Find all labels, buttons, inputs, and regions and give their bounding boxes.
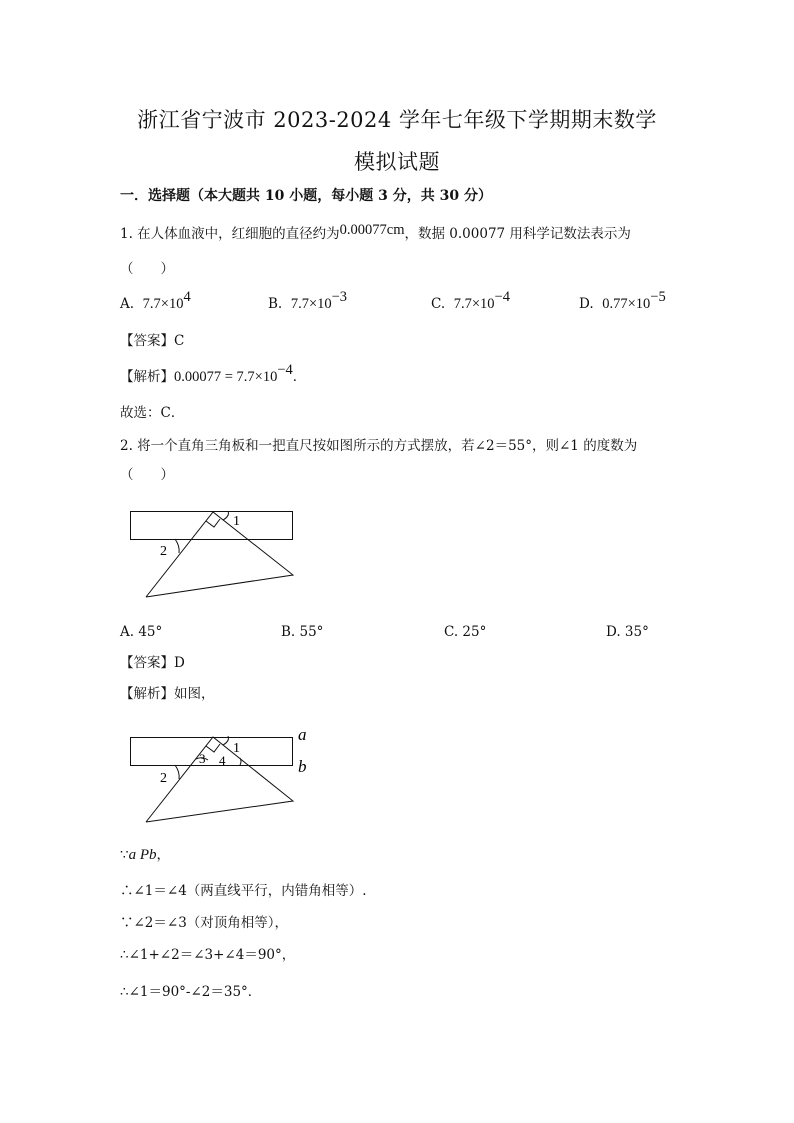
q2-figure-1 [120,500,310,605]
angle-4-label: 4 [219,753,226,768]
q2-step-4: ∴∠1+∠2＝∠3+∠4＝90°， [120,947,296,963]
q1-stem-math: 0.00077cm [339,222,405,238]
q2-paren: （ ） [120,467,174,483]
angle-2-label: 2 [160,544,167,559]
option-mantissa: 7.7×10 [142,296,184,312]
q2-option-b[interactable]: B. 55° [281,624,324,640]
q1-option-b[interactable] [268,289,348,313]
option-letter: D. [579,296,594,312]
line-a-label: a [298,725,307,744]
option-letter: A. [120,296,135,312]
q2-option-d[interactable]: D. 35° [606,624,649,640]
q1-stem-text-a: 1. 在人体血液中，红细胞的直径约为 [120,226,340,242]
q2-step-1 [120,846,170,864]
section-heading: 一．选择题（本大题共 10 小题，每小题 3 分，共 30 分） [120,188,492,204]
q1-conclusion: 故选：C． [120,405,185,421]
q2-option-c[interactable]: C. 25° [444,624,487,640]
option-mantissa: 7.7×10 [290,296,332,312]
analysis-end: ． [292,369,307,385]
option-exponent: 4 [183,289,191,305]
angle-3-label: 3 [199,751,206,766]
option-mantissa: 0.77×10 [602,296,651,312]
option-exponent: −5 [650,289,666,305]
q1-analysis [120,362,307,386]
q1-answer: 【答案】C [120,333,185,349]
right-angle-mark [206,744,220,752]
option-letter: C. [431,296,446,312]
angle-2-arc [175,539,179,553]
q1-stem [120,222,631,243]
angle-1-label: 1 [233,514,240,529]
line-b-label: b [298,757,307,776]
step-end: ， [156,847,171,863]
q1-option-a[interactable] [120,289,191,313]
q1-stem-text-b: ，数据 0.00077 用科学记数法表示为 [404,226,631,242]
title-line-1: 浙江省宁波市 2023-2024 学年七年级下学期期末数学 [137,108,657,132]
right-angle-mark [206,519,220,527]
angle-2-arc [175,765,179,779]
q2-step-5: ∴∠1＝90°-∠2＝35°． [120,984,262,1000]
angle-4-arc [240,758,241,765]
ruler [131,738,293,766]
option-mantissa: 7.7×10 [453,296,495,312]
q2-answer: 【答案】D [120,655,185,671]
q2-step-3: ∵∠2＝∠3（对顶角相等）， [120,915,289,931]
angle-2-label: 2 [160,771,167,786]
triangle [146,737,293,822]
analysis-math: 0.00077 = 7.7×10 [174,369,278,385]
angle-1-label: 1 [233,741,240,756]
option-exponent: −3 [331,289,348,305]
option-exponent: −4 [494,289,510,305]
q2-analysis: 【解析】如图， [120,686,215,702]
q1-option-c[interactable] [431,289,510,313]
q1-option-d[interactable] [579,289,666,313]
analysis-exponent: −4 [277,362,293,378]
triangle [146,512,293,597]
title-line-2: 模拟试题 [354,150,440,174]
angle-1-arc [223,511,228,520]
option-letter: B. [268,296,283,312]
q2-stem: 2. 将一个直角三角板和一把直尺按如图所示的方式摆放，若∠2＝55°，则∠1 的度数为 [120,438,638,454]
q1-paren: （ ） [120,261,174,277]
q2-figure-2 [120,722,320,827]
q2-step-2: ∴∠1＝∠4（两直线平行，内错角相等）. [120,883,367,899]
parallel-expression: a Pb [128,847,157,863]
because-symbol: ∵ [120,847,129,863]
q2-option-a[interactable]: A. 45° [120,624,163,640]
analysis-label: 【解析】 [120,369,174,385]
